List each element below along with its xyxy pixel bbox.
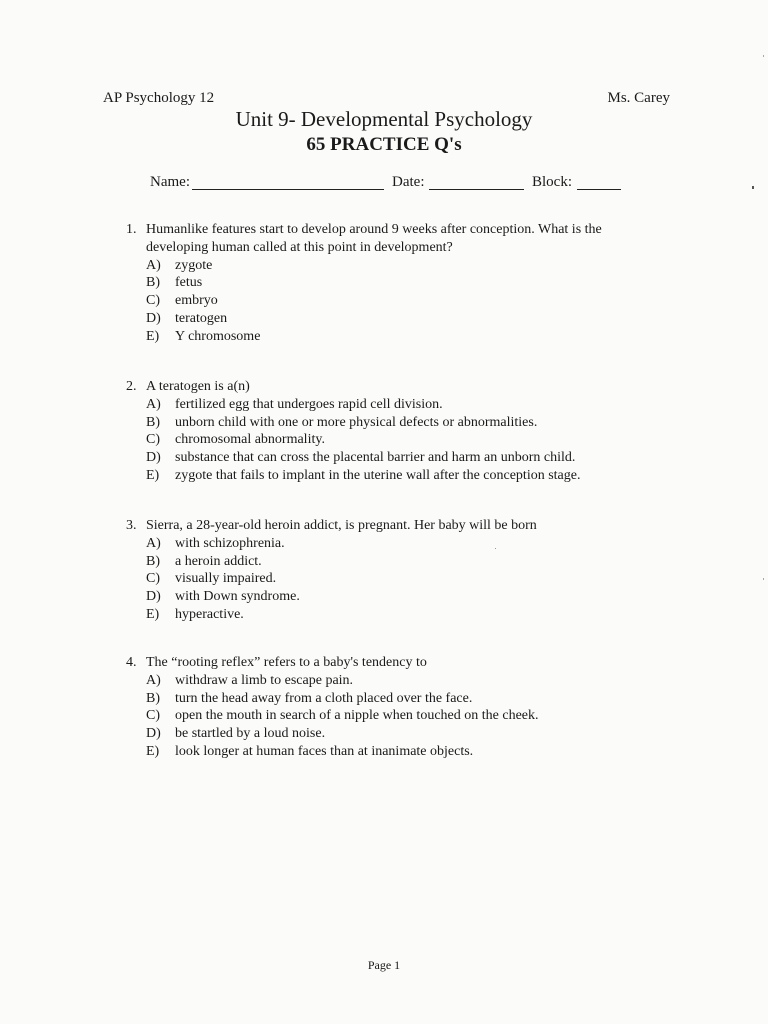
option-letter: B) — [146, 553, 160, 569]
answer-option — [126, 431, 646, 449]
scan-mark — [763, 55, 764, 57]
option-text: fetus — [175, 275, 203, 291]
option-text: visually impaired. — [175, 571, 277, 587]
question-number: 3. — [126, 518, 137, 533]
answer-option — [126, 535, 646, 553]
question-text: The “rooting reflex” refers to a baby's tendency to — [146, 655, 427, 670]
option-text: with schizophrenia. — [175, 535, 285, 551]
option-text: turn the head away from a cloth placed over the face. — [175, 690, 473, 706]
option-letter: B) — [146, 690, 160, 706]
answer-option — [126, 553, 646, 571]
answer-option — [126, 606, 646, 624]
answer-option — [126, 449, 646, 467]
option-letter: E) — [146, 328, 160, 344]
teacher-name: Ms. Carey — [607, 90, 670, 106]
answer-option — [126, 725, 646, 743]
option-letter: D) — [146, 589, 161, 605]
option-letter: A) — [146, 396, 161, 412]
option-letter: E) — [146, 467, 160, 483]
question-number: 4. — [126, 655, 137, 670]
answer-option — [126, 274, 646, 292]
course-name: AP Psychology 12 — [103, 90, 215, 106]
option-letter: B) — [146, 414, 160, 430]
answer-option — [126, 467, 646, 485]
page-title: Unit 9- Developmental Psychology — [235, 107, 533, 131]
question-2 — [126, 378, 646, 485]
option-letter: B) — [146, 275, 160, 291]
answer-option — [126, 328, 646, 346]
date-label: Date: — [392, 174, 425, 190]
page-number: Page 1 — [367, 958, 401, 972]
question-text: Sierra, a 28-year-old heroin addict, is pregnant. Her baby will be born — [146, 518, 537, 533]
option-text: embryo — [175, 293, 218, 309]
name-label: Name: — [150, 174, 190, 190]
question-4 — [126, 654, 646, 761]
question-text: A teratogen is a(n) — [146, 379, 250, 394]
option-text: chromosomal abnormality. — [175, 432, 325, 448]
option-text: be startled by a loud noise. — [175, 726, 326, 742]
option-text: with Down syndrome. — [175, 589, 300, 605]
option-letter: D) — [146, 726, 161, 742]
question-text: Humanlike features start to develop around 9 weeks after conception. What is the developing human called at this point in development? — [146, 222, 602, 255]
option-letter: C) — [146, 432, 160, 448]
option-text: zygote that fails to implant in the uterine wall after the conception stage. — [175, 467, 581, 483]
option-text: withdraw a limb to escape pain. — [175, 672, 354, 688]
option-text: substance that can cross the placental barrier and harm an unborn child. — [175, 450, 576, 466]
date-blank-line — [429, 189, 524, 190]
option-text: teratogen — [175, 310, 228, 326]
answer-option — [126, 707, 646, 725]
option-text: fertilized egg that undergoes rapid cell division. — [175, 396, 443, 412]
option-text: zygote — [175, 257, 213, 273]
question-number: 1. — [126, 222, 137, 237]
option-letter: C) — [146, 571, 160, 587]
scan-mark — [495, 548, 496, 549]
answer-option — [126, 672, 646, 690]
question-3 — [126, 517, 646, 624]
block-label: Block: — [532, 174, 572, 190]
answer-option — [126, 414, 646, 432]
option-letter: E) — [146, 606, 160, 622]
option-text: a heroin addict. — [175, 553, 262, 569]
question-1 — [126, 221, 646, 346]
scan-mark — [752, 186, 754, 189]
option-letter: D) — [146, 310, 161, 326]
option-text: look longer at human faces than at inanimate objects. — [175, 743, 474, 759]
answer-option — [126, 690, 646, 708]
option-text: hyperactive. — [175, 606, 244, 622]
option-letter: A) — [146, 535, 161, 551]
option-text: Y chromosome — [175, 328, 261, 344]
answer-option — [126, 310, 646, 328]
option-text: open the mouth in search of a nipple when touched on the cheek. — [175, 708, 539, 724]
option-text: unborn child with one or more physical defects or abnormalities. — [175, 414, 538, 430]
question-number: 2. — [126, 379, 137, 394]
name-blank-line — [192, 189, 384, 190]
option-letter: D) — [146, 450, 161, 466]
option-letter: C) — [146, 293, 160, 309]
answer-option — [126, 588, 646, 606]
answer-option — [126, 292, 646, 310]
answer-option — [126, 743, 646, 761]
answer-option — [126, 570, 646, 588]
option-letter: A) — [146, 672, 161, 688]
page-subtitle: 65 PRACTICE Q's — [306, 134, 462, 155]
option-letter: E) — [146, 743, 160, 759]
option-letter: C) — [146, 708, 160, 724]
answer-option — [126, 396, 646, 414]
block-blank-line — [577, 189, 621, 190]
answer-option — [126, 257, 646, 275]
scan-mark — [763, 578, 764, 580]
option-letter: A) — [146, 257, 161, 273]
